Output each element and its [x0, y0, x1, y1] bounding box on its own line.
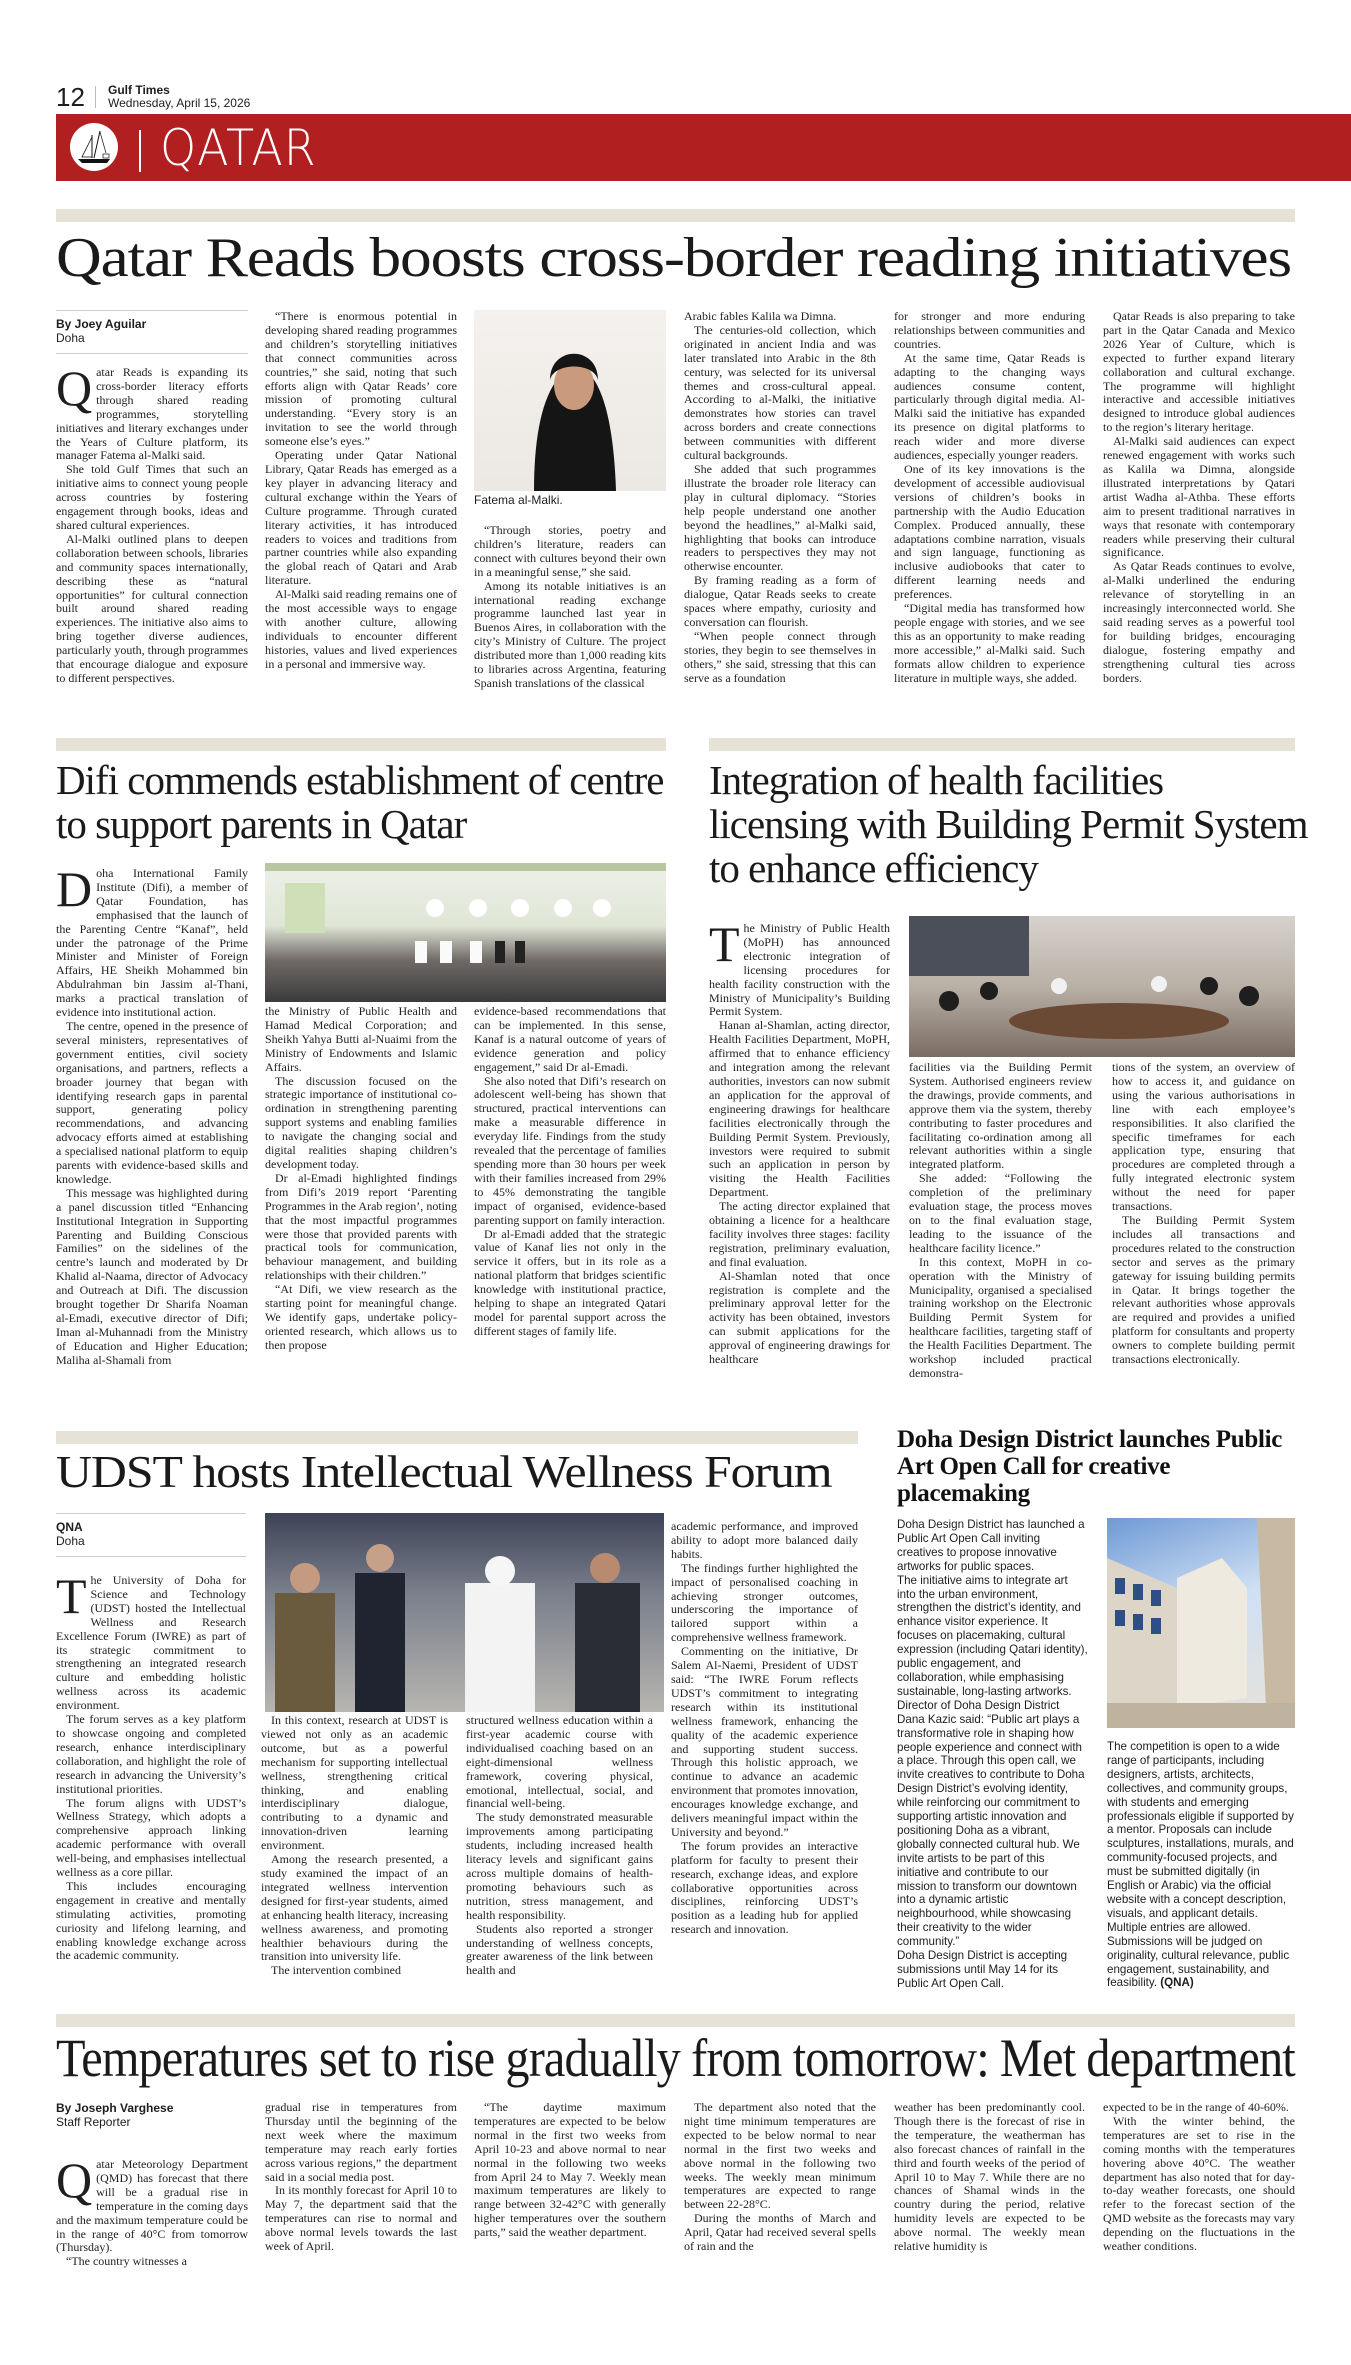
- paragraph: The forum serves as a key platform to showcase ongoing and completed research, enhance interdisciplinary collaboration, and highlight the role of research in advancing the University’s institutional priorities.: [56, 1712, 246, 1796]
- article-column: [56, 1574, 246, 1992]
- paragraph: Doha International Family Institute (Difi), a member of Qatar Foundation, has emphasised that the launch of the Parenting Centre “Kanaf”, held under the patronage of the Prime Minister and Minister of Foreign Affairs, HE Sheikh Mohammed bin Abdulrahman bin Jassim al-Thani, marks a practical translation of evidence into institutional action.: [56, 867, 248, 1020]
- article-column: [1112, 1061, 1295, 1407]
- article-column: [909, 1061, 1092, 1407]
- photo-fatema-al-malki: [474, 310, 666, 491]
- paragraph: Al-Malki said audiences can expect renewed engagement with works such as Kalila wa Dimna, alongside illustrated interpretations by Qatari artist Wadha al-Athba. These efforts aim to present traditional narratives in ways that resonate with contemporary readers while preserving their cultural significance.: [1103, 434, 1295, 560]
- paragraph: At the same time, Qatar Reads is adapting to the changing ways audiences consume content, particularly through digital media. Al-Malki said the initiative has expanded its presence on digital platforms to reach wider and more diverse audiences, especially younger readers.: [894, 350, 1085, 463]
- paragraph: In its monthly forecast for April 10 to May 7, the department said that the temperatures can rise to normal and above normal levels towards the last week of April.: [265, 2183, 457, 2254]
- author-name: By Joseph Varghese: [56, 2101, 174, 2115]
- article-column: [897, 1518, 1088, 1992]
- paragraph: The intervention combined: [271, 1963, 401, 1978]
- paragraph: [1107, 1740, 1297, 1990]
- paragraph: Doha Design District has launched a Public Art Open Call inviting creatives to propose innovative artworks for public spaces.: [897, 1518, 1085, 1573]
- paragraph: By framing reading as a form of dialogue, Qatar Reads seeks to create spaces where empathy, curiosity and conversation can flourish.: [684, 573, 876, 629]
- paragraph: The forum aligns with UDST’s Wellness Strategy, which adopts a comprehensive approach linking academic performance with overall well-being, and emphasises intellectual wellness as a core pillar.: [56, 1795, 246, 1880]
- paragraph: The centre, opened in the presence of several ministers, representatives of government entities, civil society organisations, and partners, reflects a broader journey that began with identifying research gaps in parental support, generating policy recommendations, and advancing advocacy efforts aimed at establishing a specialised national platform to equip parents with evidence-based skills and knowledge.: [56, 1018, 248, 1186]
- article-column: [265, 1005, 457, 1407]
- paragraph: for stronger and more enduring relationships between communities and countries.: [894, 310, 1085, 351]
- paragraph: tions of the system, an overview of how to access it, and guidance on using the various authorisations in line with each employee’s responsibilities. It also clarified the specific timeframes for each application type, ensuring that procedures are completed through a fully integrated electronic system without the need for paper transactions.: [1112, 1061, 1295, 1214]
- paragraph: She added that such programmes illustrate the broader role literacy can play in cultural diplomacy. “Stories help people understand one another beyond the headlines,” al-Malki said, highlighting that books can introduce readers to perspectives they may not otherwise encounter.: [684, 461, 876, 574]
- paragraph: Al-Malki said reading remains one of the most accessible ways to engage with another culture, allowing individuals to encounter different histories, values and lived experiences in a personal and immersive way.: [265, 587, 457, 671]
- paragraph: expected to be in the range of 40-60%.: [1103, 2101, 1289, 2114]
- paragraph: academic performance, and improved ability to adopt more balanced daily habits.: [671, 1520, 858, 1561]
- news-agency-credit: (QNA): [1160, 1976, 1194, 1990]
- article-column: [56, 366, 248, 716]
- byline: [56, 2101, 248, 2129]
- paragraph: gradual rise in temperatures from Thursday until the beginning of the next week where the maximum temperature may reach early forties across various regions,” the department said in a social media post.: [265, 2101, 457, 2184]
- paragraph-text: The competition is open to a wide range of participants, including designers, artists, architects, collectives, and community groups, with students and emerging professionals eligible if supported by a mentor. Proposals can include sculptures, installations, murals, and community-focused projects, and must be submitted digitally (in English or Arabic) via the official website with a concept description, visuals, and applicant details. Multiple entries are allowed. Submissions will be judged on originality, cultural relevance, public engagement, sustainability, and feasibility.: [1107, 1740, 1294, 1990]
- article-column: [1103, 310, 1295, 716]
- paragraph: “Through stories, poetry and children’s literature, readers can connect with cultures beyond their own in a meaningful sense,” she said.: [474, 524, 666, 579]
- photo-difi-panel: [265, 863, 666, 1002]
- headline-qatar-reads: Qatar Reads boosts cross-border reading initiatives: [56, 227, 1292, 289]
- paragraph: “When people connect through stories, they begin to see themselves in others,” she said, stressing that this can serve as a foundation: [684, 628, 876, 685]
- article-column: [1103, 2101, 1295, 2274]
- divider: [95, 86, 96, 108]
- paragraph: Among its notable initiatives is an international reading exchange programme launched last year in Buenos Aires, in collaboration with the city’s Ministry of Culture. The project distributed more than 1,000 reading kits to libraries across Argentina, featuring Spanish translations of the classical: [474, 578, 666, 690]
- issue-date: Wednesday, April 15, 2026: [108, 96, 251, 110]
- paragraph: She told Gulf Times that such an initiative aims to connect young people across countries by fostering engagement through books, ideas and shared cultural experiences.: [56, 462, 248, 532]
- paragraph: The department also noted that the night time minimum temperatures are expected to be below normal to near normal in the first two weeks and above normal in the following two weeks. The weekly mean minimum temperatures are expected to range between 22-28°C.: [684, 2101, 876, 2212]
- article-column: [261, 1714, 448, 1992]
- photo-design-district: [1107, 1518, 1295, 1728]
- article-column: [56, 2158, 248, 2274]
- newspaper-name: Gulf Times: [108, 83, 170, 97]
- paragraph: Dr al-Emadi highlighted findings from Difi’s 2019 report ‘Parenting Programmes in the Arab region’, noting that the most impactful programmes were those that provided parents with practical tools for communication, behaviour management, and building relationships with their children.”: [265, 1170, 457, 1283]
- paragraph: The Building Permit System includes all transactions and procedures related to the construction sector and serves as the primary gateway for issuing building permits in Qatar. It brings together the relevant authorities whose approvals are required and provides a unified platform for consultants and property owners to complete building permit transactions electronically.: [1112, 1212, 1295, 1367]
- paragraph: “Digital media has transformed how people engage with stories, and we see this as an opportunity to make reading more accessible,” al-Malki said. Such formats allow children to experience literature in multiple ways, she added.: [894, 601, 1085, 685]
- paragraph: Qatar Reads is expanding its cross-border literacy efforts through shared reading programmes, storytelling initiatives and literary exchanges under the Years of Culture platform, its manager Fatema al-Malki said.: [56, 366, 248, 463]
- article-column: [709, 922, 890, 1407]
- article-column: [466, 1714, 653, 1992]
- section-title: QATAR: [160, 119, 317, 177]
- section-rule: [709, 738, 1295, 751]
- paragraph: Dr al-Emadi added that the strategic value of Kanaf lies not only in the service it offers, but in its role as a national platform that bridges scientific knowledge with institutional practice, helping to shape an integrated Qatari model for parental support across the different stages of family life.: [474, 1226, 666, 1338]
- paragraph: In this context, MoPH in co-operation with the Ministry of Municipality, organised a specialised training workshop on the Electronic Building Permit System for healthcare facilities, targeting staff of the Health Facilities Department. The workshop included practical demonstra-: [909, 1254, 1092, 1380]
- paragraph: The discussion focused on the strategic importance of institutional co-ordination in strengthening parenting support systems and enabling families to navigate the changing social and digital realities shaping children’s development today.: [265, 1073, 457, 1171]
- paragraph: One of its key innovations is the development of accessible audiovisual versions of children’s books in partnership with the Audio Education Complex. Produced annually, these adaptations combine narration, visuals and sign language, functioning as inclusive audiobooks that cater to different learning needs and preferences.: [894, 461, 1085, 602]
- page-number: 12: [56, 82, 85, 112]
- dateline: Doha: [56, 331, 85, 345]
- paragraph: Al-Malki outlined plans to deepen collaboration between schools, libraries and community spaces internationally, describing these as “natural opportunities” for cultural connection built around shared reading experiences. The initiative also aims to bring together diverse audiences, particularly youth, through programmes that encourage dialogue and exposure to different perspectives.: [56, 531, 248, 685]
- paragraph: The Ministry of Public Health (MoPH) has announced electronic integration of licensing procedures for health facility construction with the Ministry of Municipality’s Building Permit System.: [709, 922, 890, 1019]
- paragraph: facilities via the Building Permit System. Authorised engineers review the drawings, provide comments, and approve them via the system, thereby contributing to faster procedures and facilitating co-ordination among all relevant authorities within a single integrated platform.: [909, 1061, 1092, 1172]
- article-column: [265, 310, 457, 716]
- dateline: Doha: [56, 1534, 85, 1548]
- paragraph: With the winter behind, the temperatures are set to rise in the coming months with the temperatures hovering above 40°C. The weather department has also noted that for day-to-day weather forecasts, one should refer to the forecast section of the QMD website as the forecasts may vary depending on the fluctuations in the weather conditions.: [1103, 2113, 1295, 2254]
- article-column: [684, 310, 876, 716]
- section-rule: [56, 1431, 858, 1444]
- paragraph: Commenting on the initiative, Dr Salem Al-Naemi, President of UDST said: “The IWRE Forum reflects UDST’s commitment to integrating research within its institutional wellness framework, enhancing the quality of the academic experience and supporting student success. Through this holistic approach, we continue to advance an academic environment that promotes innovation, encourages knowledge exchange, and delivers meaningful impact within the University and beyond.”: [671, 1644, 858, 1839]
- article-column: [474, 2101, 666, 2274]
- headline-temperatures: Temperatures set to rise gradually from tomorrow: Met department: [56, 2028, 1295, 2088]
- paragraph: “The country witnesses a: [66, 2254, 187, 2269]
- section-rule: [56, 2014, 1295, 2027]
- headline-design-district: Doha Design District launches Public Art Open Call for creative placemaking: [897, 1426, 1283, 1507]
- headline-health: Integration of health facilities licensing with Building Permit System to enhance efficiency: [709, 757, 1308, 891]
- article-column: [474, 524, 666, 716]
- paragraph: “The daytime maximum temperatures are expected to be below normal in the first two weeks from April 10-23 and above normal to near normal in the following two weeks from April 24 to May 7. Weekly mean maximum temperatures are likely to range between 32-42°C with generally higher temperatures over the southern parts,” said the weather department.: [474, 2101, 666, 2240]
- dateline: Staff Reporter: [56, 2115, 131, 2129]
- photo-udst-forum: [265, 1513, 664, 1712]
- paragraph: The findings further highlighted the impact of personalised coaching in achieving stronger outcomes, underscoring the importance of tailored support within a comprehensive wellness framework.: [671, 1560, 858, 1645]
- paragraph: The study demonstrated measurable improvements among participating students, including increased health literacy levels and significant gains across multiple domains of health-promoting behaviours such as nutrition, stress management, and health responsibility.: [466, 1810, 653, 1922]
- section-rule: [56, 738, 666, 751]
- paragraph: In this context, research at UDST is viewed not only as an academic outcome, but as a powerful mechanism for supporting intellectual wellness, strengthening critical thinking, and enabling interdisciplinary dialogue, contributing to a dynamic and innovation-driven learning environment.: [261, 1714, 448, 1853]
- dhow-logo-icon: [70, 123, 118, 171]
- paragraph: She also noted that Difi’s research on adolescent well-being has shown that structured, practical interventions can make a measurable difference in everyday life. Findings from the study revealed that the percentage of families spending more than 30 hours per week with their families increased from 29% to 45% demonstrating the tangible impact of organised, evidence-based parenting support on family interaction.: [474, 1073, 666, 1227]
- paragraph: Operating under Qatar National Library, Qatar Reads has emerged as a key player in advancing literacy and cultural exchange within the Years of Culture programme. Through curated literary activities, it has introduced readers to voices and traditions from partner countries while also expanding the global reach of Qatari and Arab literature.: [265, 448, 457, 588]
- headline-udst: UDST hosts Intellectual Wellness Forum: [56, 1446, 832, 1497]
- paragraph: structured wellness education within a first-year academic course with individualised coaching based on an eight-dimensional wellness framework, covering physical, emotional, intellectual, social, and financial well-being.: [466, 1714, 653, 1811]
- paragraph: This message was highlighted during a panel discussion titled “Enhancing Institutional Integration in Supporting Parenting and Building Conscious Families” on the sidelines of the centre’s launch and moderated by Dr Khalid al-Naama, director of Advocacy and Outreach at Difi. The discussion brought together Dr Sharifa Noaman al-Emadi, executive director of Difi; Iman al-Muhannadi from the Ministry of Education and Higher Education; Maliha al-Shamali from: [56, 1185, 248, 1367]
- article-column: [474, 1005, 666, 1407]
- paragraph: During the months of March and April, Qatar had received several spells of rain and the: [684, 2211, 876, 2254]
- paragraph: weather has been predominantly cool. Though there is the forecast of rise in the temperature, the weatherman has also forecast chances of rainfall in the third and fourth weeks of the period of April 10 to May 7. While there are no chances of Shamal winds in the country during the period, relative humidity levels are expected to be above normal. The weekly mean relative humidity is: [894, 2101, 1085, 2254]
- paragraph: The University of Doha for Science and Technology (UDST) hosted the Intellectual Wellness and Research Excellence Forum (IWRE) as part of its strategic commitment to strengthening an integrated research culture and embedding holistic wellness across its academic environment.: [56, 1574, 246, 1713]
- byline: [56, 1513, 246, 1557]
- article-column: [894, 310, 1085, 716]
- paragraph: Al-Shamlan noted that once registration is complete and the preliminary approval letter for the activity has been obtained, investors can submit applications for the approval of engineering drawings for healthcare: [709, 1268, 890, 1367]
- article-column: [894, 2101, 1085, 2274]
- paragraph: The initiative aims to integrate art into the urban environment, strengthen the district’s identity, and enhance visitor experience. It focuses on placemaking, cultural expression (including Qatari identity), public engagement, and collaboration, while emphasising sustainable, long-lasting artworks.: [897, 1573, 1088, 1698]
- paragraph: evidence-based recommendations that can be implemented. In this sense, Kanaf is a natural outcome of years of evidence generation and policy engagement,” said Dr al-Emadi.: [474, 1005, 666, 1074]
- paragraph: The forum provides an interactive platform for faculty to present their research, exchange ideas, and explore collaborative opportunities across disciplines, reinforcing UDST’s position as a leading hub for applied research and innovation.: [671, 1838, 858, 1937]
- paragraph: As Qatar Reads continues to evolve, al-Malki underlined the enduring relevance of storytelling in an increasingly interconnected world. She said reading serves as a powerful tool for building bridges, encouraging dialogue, fostering empathy and strengthening cultural ties across borders.: [1103, 559, 1295, 685]
- photo-health-workshop: [909, 916, 1295, 1057]
- author-name: QNA: [56, 1520, 83, 1534]
- paragraph: Among the research presented, a study examined the impact of an integrated wellness intervention designed for first-year students, aimed at enhancing health literacy, increasing wellness awareness, and promoting healthier behaviours during the transition into university life.: [261, 1852, 448, 1964]
- photo-caption: Fatema al-Malki.: [474, 493, 563, 507]
- article-column: [265, 2101, 457, 2274]
- paragraph: Director of Doha Design District Dana Kazic said: “Public art plays a transformative role in shaping how people experience and connect with a place. Through this open call, we invite creatives to contribute to Doha Design District’s evolving identity, while reinforcing our commitment to supporting artistic innovation and positioning Doha as a vibrant, globally connected cultural hub. We invite artists to be part of this initiative and contribute to our mission to transform our downtown into a dynamic artistic neighbourhood, while showcasing their creativity to the wider community.”: [897, 1698, 1085, 1949]
- paragraph: “At Difi, we view research as the starting point for meaningful change. We identify gaps, undertake policy-oriented research, which allows us to then propose: [265, 1282, 457, 1352]
- paragraph: “There is enormous potential in developing shared reading programmes and children’s storytelling initiatives that connect communities across countries,” she said, noting that such efforts align with Qatar Reads’ core mission of promoting cultural understanding. “Every story is an invitation to see the world through someone else’s eyes.”: [265, 310, 457, 449]
- paragraph: The centuries-old collection, which originated in ancient India and was later translated into Arabic in the 8th century, was selected for its universal themes and cross-cultural appeal. According to al-Malki, the initiative demonstrates how stories can travel across borders and create connections between communities with different cultural backgrounds.: [684, 322, 876, 463]
- paragraph: She added: “Following the completion of the preliminary evaluation stage, the process moves on to the final evaluation stage, leading to the issuance of the healthcare facility licence.”: [909, 1171, 1092, 1255]
- paragraph: The acting director explained that obtaining a licence for a healthcare facility involves three stages: facility registration, preliminary evaluation, and final evaluation.: [709, 1199, 890, 1269]
- headline-difi: Difi commends establishment of centre to support parents in Qatar: [56, 757, 664, 847]
- divider: [139, 130, 141, 172]
- paragraph: Qatar Reads is also preparing to take part in the Qatar Canada and Mexico 2026 Year of Culture, which is expected to further expand literary collaboration and cultural exchange. The programme will highlight interactive and accessible initiatives designed to introduce global audiences to the region’s literary heritage.: [1103, 310, 1295, 435]
- paragraph: Arabic fables Kalila wa Dimna.: [684, 310, 837, 323]
- article-column: [684, 2101, 876, 2274]
- paragraph: Hanan al-Shamlan, acting director, Health Facilities Department, MoPH, affirmed that to enhance efficiency and integration among the relevant authorities, investors can now submit an application for the approval of engineering drawings for healthcare facilities electronically through the Building Permit System. Previously, investors were required to submit such an application in person by visiting the Health Facilities Department.: [709, 1018, 890, 1200]
- author-name: By Joey Aguilar: [56, 317, 147, 331]
- paragraph: Students also reported a stronger understanding of wellness concepts, greater awareness of the link between health and: [466, 1921, 653, 1978]
- paragraph: Qatar Meteorology Department (QMD) has forecast that there will be a gradual rise in temperature in the coming days and the maximum temperature could be in the range of 40°C from tomorrow (Thursday).: [56, 2158, 248, 2255]
- paragraph: This includes encouraging engagement in creative and mentally stimulating activities, promoting curiosity and lifelong learning, and enabling knowledge exchange across the academic community.: [56, 1878, 246, 1963]
- paragraph: Doha Design District is accepting submissions until May 14 for its Public Art Open Call.: [897, 1949, 1068, 1990]
- section-rule: [56, 209, 1295, 222]
- paragraph: the Ministry of Public Health and Hamad Medical Corporation; and Sheikh Yahya Butti al-Nuaimi from the Ministry of Endowments and Islamic Affairs.: [265, 1005, 457, 1074]
- byline: [56, 310, 248, 354]
- article-column: [56, 867, 248, 1407]
- article-column: [671, 1520, 858, 1992]
- article-column: [1107, 1740, 1297, 1992]
